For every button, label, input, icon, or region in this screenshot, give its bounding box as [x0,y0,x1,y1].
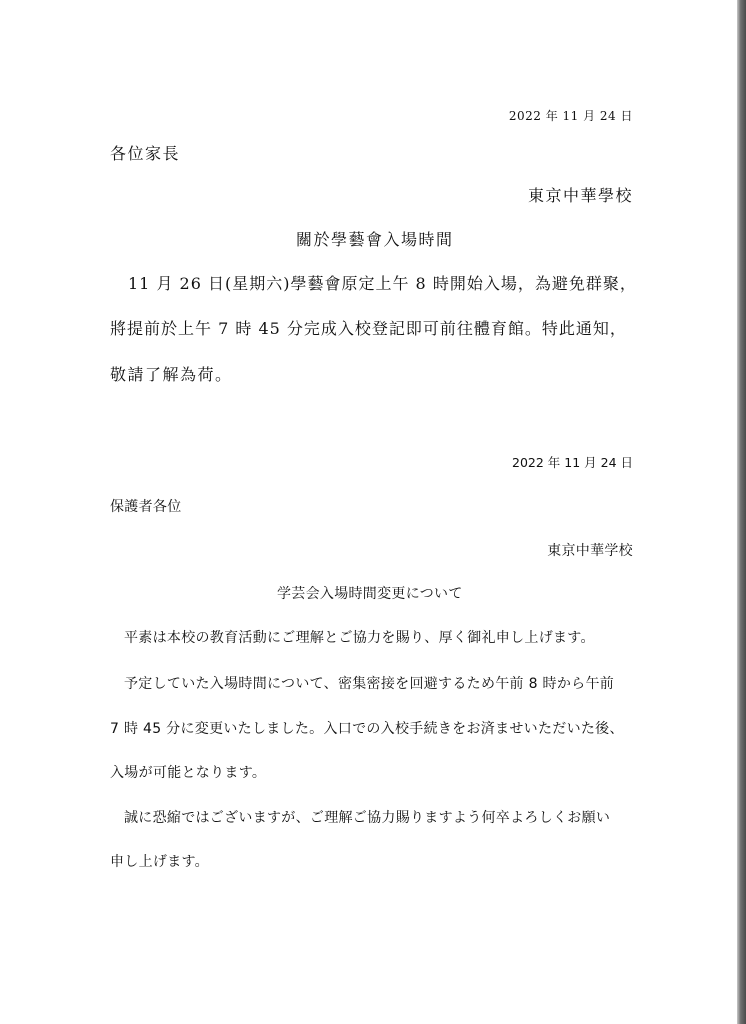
zh-body-line-2: 將提前於上午 7 時 45 分完成入校登記即可前往體育館。特此通知， [110,319,627,338]
ja-body-line-3: 7 時 45 分に変更いたしました。入口での入校手続きをお済ませいただいた後、 [110,721,624,737]
zh-body-line-3: 敬請了解為荷。 [110,365,233,384]
zh-title: 關於學藝會入場時間 [296,230,454,249]
ja-body-line-5: 誠に恐縮ではございますが、ご理解ご協力賜りますよう何卒よろしくお願い [124,810,611,826]
ja-body-line-2: 予定していた入場時間について、密集密接を回避するため午前 8 時から午前 [124,676,615,692]
zh-body-line-1: 11 月 26 日(星期六)學藝會原定上午 8 時開始入場，為避免群聚， [128,274,637,293]
zh-date: 2022 年 11 月 24 日 [508,109,633,123]
ja-date: 2022 年 11 月 24 日 [512,455,633,470]
zh-recipient: 各位家長 [110,144,181,163]
ja-sender: 東京中華学校 [547,543,633,559]
ja-title: 学芸会入場時間変更について [277,586,463,602]
zh-sender: 東京中華學校 [527,186,633,205]
page-edge-shadow [737,0,746,1024]
ja-body-line-1: 平素は本校の教育活動にご理解とご協力を賜り、厚く御礼申し上げます。 [124,630,595,646]
ja-recipient: 保護者各位 [110,499,182,515]
ja-body-line-6: 申し上げます。 [110,854,209,870]
ja-body-line-4: 入場が可能となります。 [110,765,267,781]
